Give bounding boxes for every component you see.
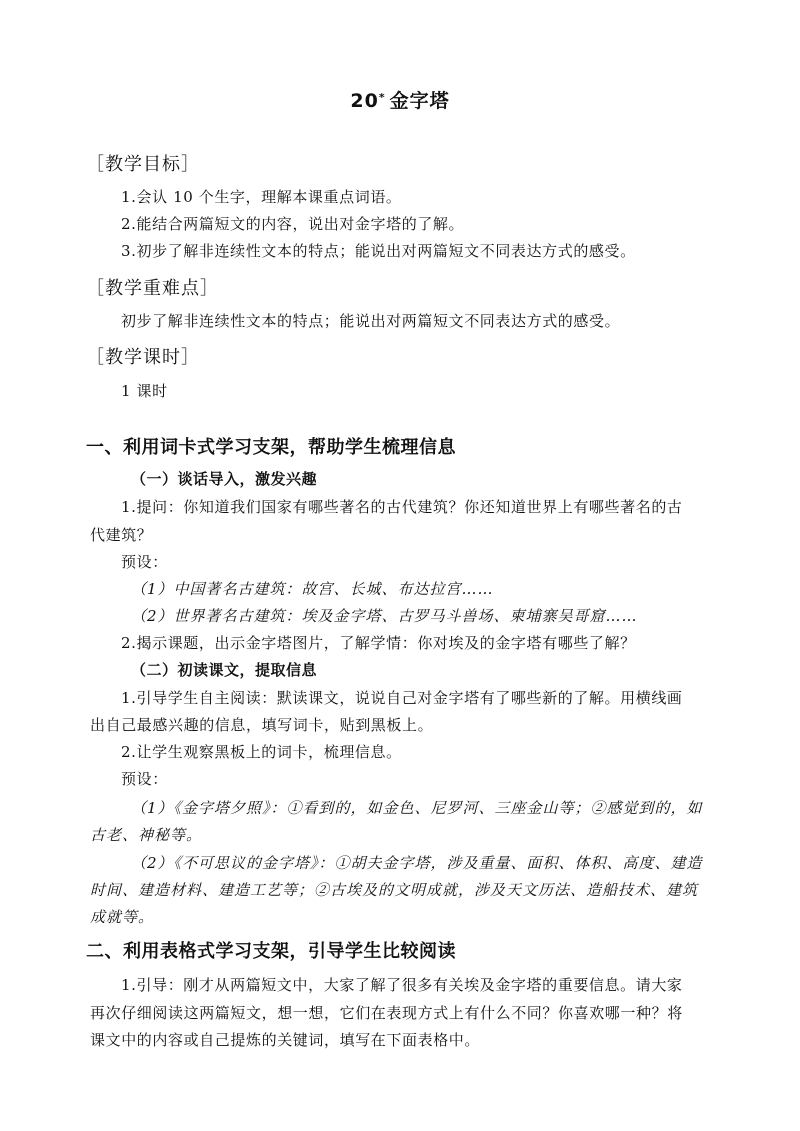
preset-incredible-line-3: 成就等。 xyxy=(90,908,155,926)
title-number: 20 xyxy=(350,90,379,112)
goal-item-2: 2.能结合两篇短文的内容，说出对金字塔的了解。 xyxy=(121,215,465,233)
question-line-1: 1.提问：你知道我们国家有哪些著名的古代建筑？你还知道世界上有哪些著名的古 xyxy=(121,498,683,516)
title-text: 金字塔 xyxy=(389,90,450,112)
section2-heading: 二、利用表格式学习支架，引导学生比较阅读 xyxy=(86,941,456,962)
page-title xyxy=(0,86,800,113)
reveal-topic: 2.揭示课题，出示金字塔图片，了解学情：你对埃及的金字塔有哪些了解？ xyxy=(121,634,636,652)
goal-item-1: 1.会认 10 个生字，理解本课重点词语。 xyxy=(121,188,402,206)
key-points-text: 初步了解非连续性文本的特点；能说出对两篇短文不同表达方式的感受。 xyxy=(121,312,621,330)
preset-incredible-line-1: （2）《不可思议的金字塔》：①胡夫金字塔，涉及重量、面积、体积、高度、建造 xyxy=(131,854,703,872)
section2-line-2: 再次仔细阅读这两篇短文，想一想，它们在表现方式上有什么不同？你喜欢哪一种？将 xyxy=(90,1004,683,1022)
preset-incredible-line-2: 时间、建造材料、建造工艺等；②古埃及的文明成就，涉及天文历法、造船技术、建筑 xyxy=(90,881,699,899)
section2-line-3: 课文中的内容或自己提炼的关键词，填写在下面表格中。 xyxy=(90,1031,481,1049)
preset-world: （2）世界著名古建筑：埃及金字塔、古罗马斗兽场、柬埔寨吴哥窟…… xyxy=(131,607,638,625)
key-points-heading: ［教学重难点］ xyxy=(86,278,219,299)
section2-line-1: 1.引导：刚才从两篇短文中，大家了解了很多有关埃及金字塔的重要信息。请大家 xyxy=(121,976,683,994)
preset-sunset-line-1: （1）《金字塔夕照》：①看到的，如金色、尼罗河、三座金山等；②感觉到的，如 xyxy=(131,799,703,817)
question-line-2: 代建筑？ xyxy=(90,526,153,544)
guide-line-1: 1.引导学生自主阅读：默读课文，说说自己对金字塔有了哪些新的了解。用横线画 xyxy=(121,689,683,707)
title-star: * xyxy=(378,90,386,104)
section1-part2-heading: （二）初读课文，提取信息 xyxy=(131,661,318,679)
preset-china: （1）中国著名古建筑：故宫、长城、布达拉宫…… xyxy=(131,580,494,598)
period-heading: ［教学课时］ xyxy=(86,347,200,368)
preset-label-2: 预设： xyxy=(121,770,168,788)
observe-cards: 2.让学生观察黑板上的词卡，梳理信息。 xyxy=(121,743,402,761)
guide-line-2: 出自己最感兴趣的信息，填写词卡，贴到黑板上。 xyxy=(90,716,434,734)
goal-item-3: 3.初步了解非连续性文本的特点；能说出对两篇短文不同表达方式的感受。 xyxy=(121,242,636,260)
period-text: 1 课时 xyxy=(121,382,168,400)
section1-part1-heading: （一）谈话导入，激发兴趣 xyxy=(131,470,318,488)
preset-label-1: 预设： xyxy=(121,553,168,571)
goals-heading: ［教学目标］ xyxy=(86,154,200,175)
preset-sunset-line-2: 古老、神秘等。 xyxy=(90,826,203,844)
section1-heading: 一、利用词卡式学习支架，帮助学生梳理信息 xyxy=(86,437,456,458)
